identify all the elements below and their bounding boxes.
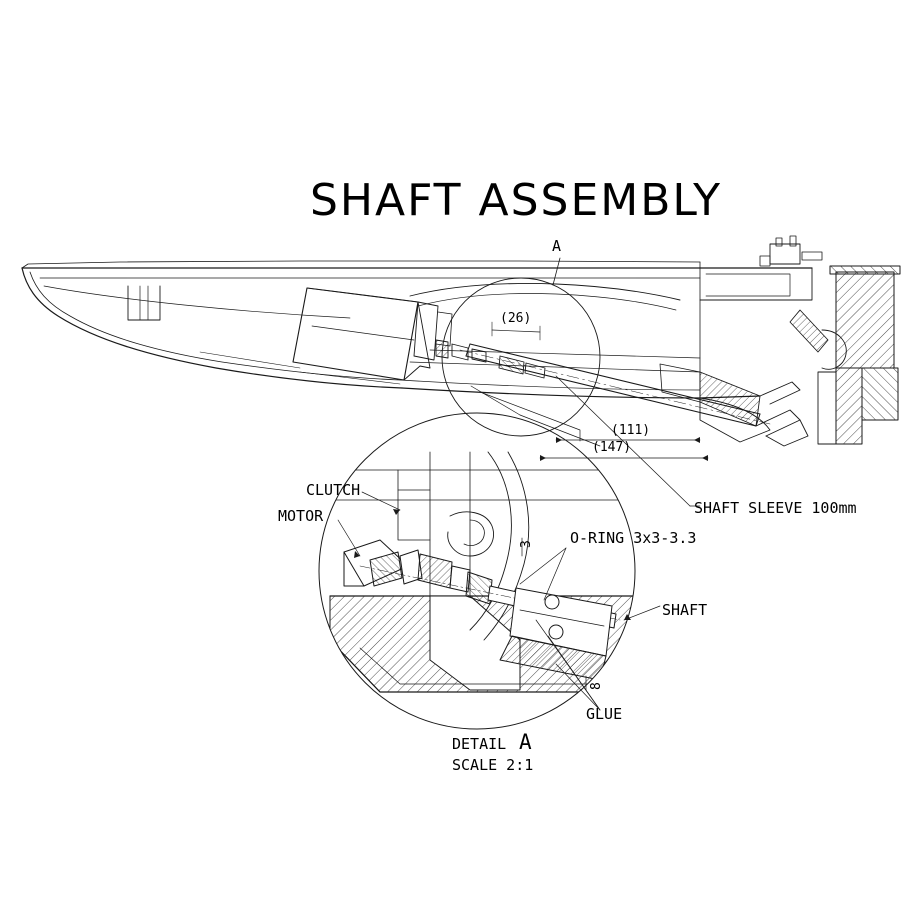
callout-glue: GLUE	[586, 705, 623, 723]
dimension-8: 8	[589, 682, 604, 690]
dimension-3: 3	[519, 540, 534, 548]
callout-shaft-sleeve: SHAFT SLEEVE 100mm	[694, 499, 857, 517]
page-title: SHAFT ASSEMBLY	[310, 175, 722, 226]
callout-clutch: CLUTCH	[306, 481, 361, 499]
detail-view-title: DETAIL	[452, 735, 507, 753]
callout-shaft: SHAFT	[662, 601, 708, 619]
callout-oring: O-RING 3x3-3.3	[570, 529, 697, 547]
detail-view-letter: A	[519, 730, 532, 754]
detail-view-scale: SCALE 2:1	[452, 756, 534, 774]
dimension-111: (111)	[611, 423, 651, 438]
dimension-26: (26)	[500, 311, 532, 326]
dimension-147: (147)	[592, 440, 632, 455]
detail-callout-letter: A	[552, 237, 562, 255]
callout-motor: MOTOR	[278, 507, 324, 525]
